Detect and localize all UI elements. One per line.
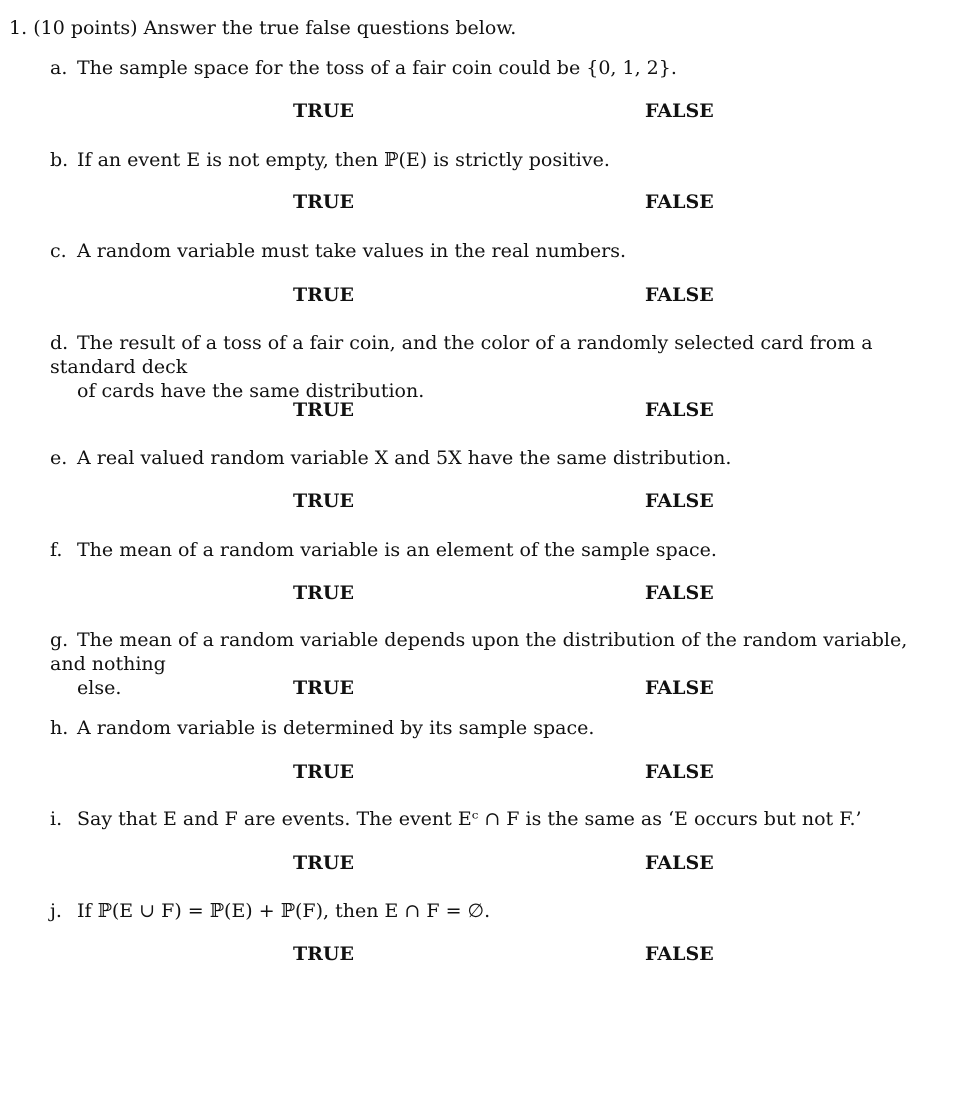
true-option[interactable]: TRUE: [293, 943, 354, 965]
item-letter: d.: [50, 332, 69, 354]
true-option[interactable]: TRUE: [293, 677, 354, 699]
item-letter: b.: [50, 149, 69, 171]
false-option[interactable]: FALSE: [645, 399, 714, 421]
item-statement: The result of a toss of a fair coin, and the color of a randomly selected card from a standard deck: [50, 332, 873, 378]
true-option[interactable]: TRUE: [293, 284, 354, 306]
question-instruction: Answer the true false questions below.: [143, 17, 517, 39]
item-letter: j.: [50, 900, 62, 922]
false-option[interactable]: FALSE: [645, 677, 714, 699]
item-letter: h.: [50, 717, 69, 739]
question-header: [9, 17, 516, 39]
false-option[interactable]: FALSE: [645, 761, 714, 783]
true-option[interactable]: TRUE: [293, 582, 354, 604]
item-letter: a.: [50, 57, 68, 79]
true-option[interactable]: TRUE: [293, 761, 354, 783]
item-letter: f.: [50, 539, 63, 561]
item-statement: The mean of a random variable is an element of the sample space.: [77, 539, 717, 561]
item-statement-continued: of cards have the same distribution.: [77, 380, 425, 402]
false-option[interactable]: FALSE: [645, 582, 714, 604]
item-letter: e.: [50, 447, 68, 469]
true-option[interactable]: TRUE: [293, 399, 354, 421]
item-statement: If an event E is not empty, then ℙ(E) is strictly positive.: [77, 149, 610, 171]
true-option[interactable]: TRUE: [293, 490, 354, 512]
false-option[interactable]: FALSE: [645, 490, 714, 512]
item-letter: i.: [50, 808, 63, 830]
item-statement-continued: else.: [77, 677, 122, 699]
item-statement: A random variable must take values in the real numbers.: [77, 240, 627, 262]
item-statement: The sample space for the toss of a fair coin could be {0, 1, 2}.: [77, 57, 677, 79]
item-statement: Say that E and F are events. The event Eᶜ ∩ F is the same as ‘E occurs but not F.’: [77, 808, 862, 830]
item-letter: c.: [50, 240, 67, 262]
question-points: (10 points): [33, 17, 138, 39]
false-option[interactable]: FALSE: [645, 284, 714, 306]
item-statement: If ℙ(E ∪ F) = ℙ(E) + ℙ(F), then E ∩ F = ∅.: [77, 900, 491, 922]
item-statement: The mean of a random variable depends upon the distribution of the random variable, and nothing: [50, 629, 908, 675]
question-number: 1.: [9, 17, 28, 39]
false-option[interactable]: FALSE: [645, 852, 714, 874]
true-option[interactable]: TRUE: [293, 191, 354, 213]
true-option[interactable]: TRUE: [293, 100, 354, 122]
item-statement: A random variable is determined by its sample space.: [77, 717, 595, 739]
item-letter: g.: [50, 629, 69, 651]
item-statement: A real valued random variable X and 5X have the same distribution.: [77, 447, 732, 469]
true-option[interactable]: TRUE: [293, 852, 354, 874]
false-option[interactable]: FALSE: [645, 191, 714, 213]
false-option[interactable]: FALSE: [645, 100, 714, 122]
false-option[interactable]: FALSE: [645, 943, 714, 965]
